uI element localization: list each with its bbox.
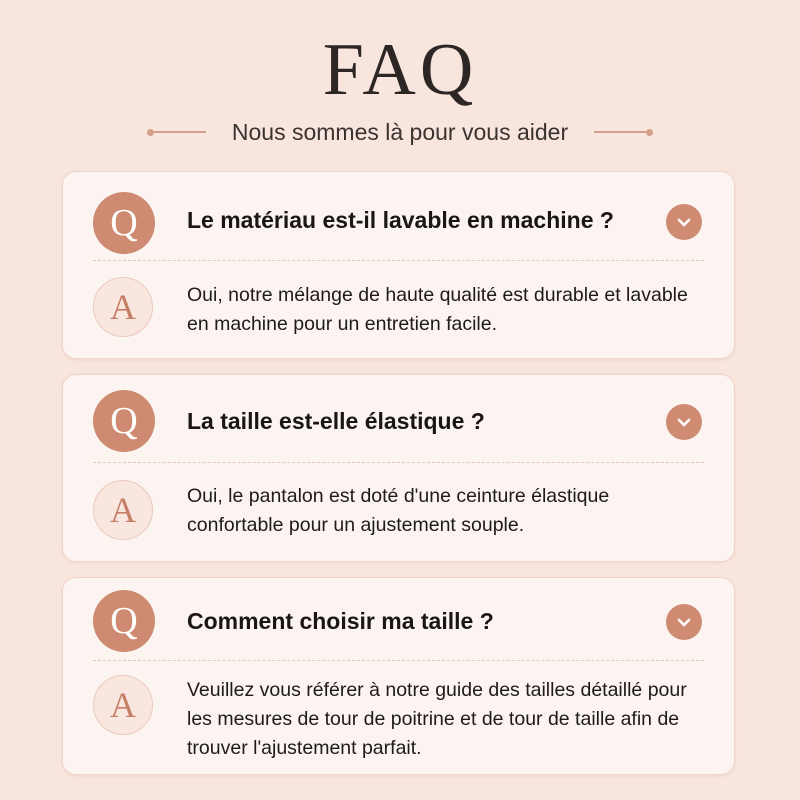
- answer-badge: A: [93, 277, 153, 337]
- decorative-line-right: [594, 129, 653, 136]
- divider: [93, 260, 704, 261]
- faq-question[interactable]: Comment choisir ma taille ?: [187, 608, 494, 634]
- chevron-down-icon[interactable]: [666, 604, 702, 640]
- question-badge: Q: [93, 192, 155, 254]
- answer-badge: A: [93, 480, 153, 540]
- faq-item-2: [62, 374, 735, 562]
- faq-answer: Oui, notre mélange de haute qualité est durable et lavable en machine pour un entretien facile.: [187, 284, 688, 335]
- faq-question[interactable]: Le matériau est-il lavable en machine ?: [187, 207, 614, 233]
- divider: [93, 462, 704, 463]
- chevron-down-icon[interactable]: [666, 404, 702, 440]
- decorative-line-left: [147, 129, 206, 136]
- faq-answer: Veuillez vous référer à notre guide des tailles détaillé pour les mesures de tour de poitrine et de tour de taille afin de trouver l'ajustement parfait.: [187, 679, 687, 759]
- question-badge: Q: [93, 590, 155, 652]
- page-subtitle: Nous sommes là pour vous aider: [231, 118, 569, 145]
- chevron-down-icon[interactable]: [666, 204, 702, 240]
- question-badge: Q: [93, 390, 155, 452]
- subtitle-row: [0, 117, 800, 147]
- divider: [93, 660, 704, 661]
- answer-badge: A: [93, 675, 153, 735]
- faq-answer: Oui, le pantalon est doté d'une ceinture élastique confortable pour un ajustement souple.: [187, 485, 610, 536]
- faq-item-3: [62, 577, 735, 775]
- faq-question[interactable]: La taille est-elle élastique ?: [187, 408, 485, 434]
- faq-item-1: [62, 171, 735, 359]
- page-title: FAQ: [322, 29, 478, 111]
